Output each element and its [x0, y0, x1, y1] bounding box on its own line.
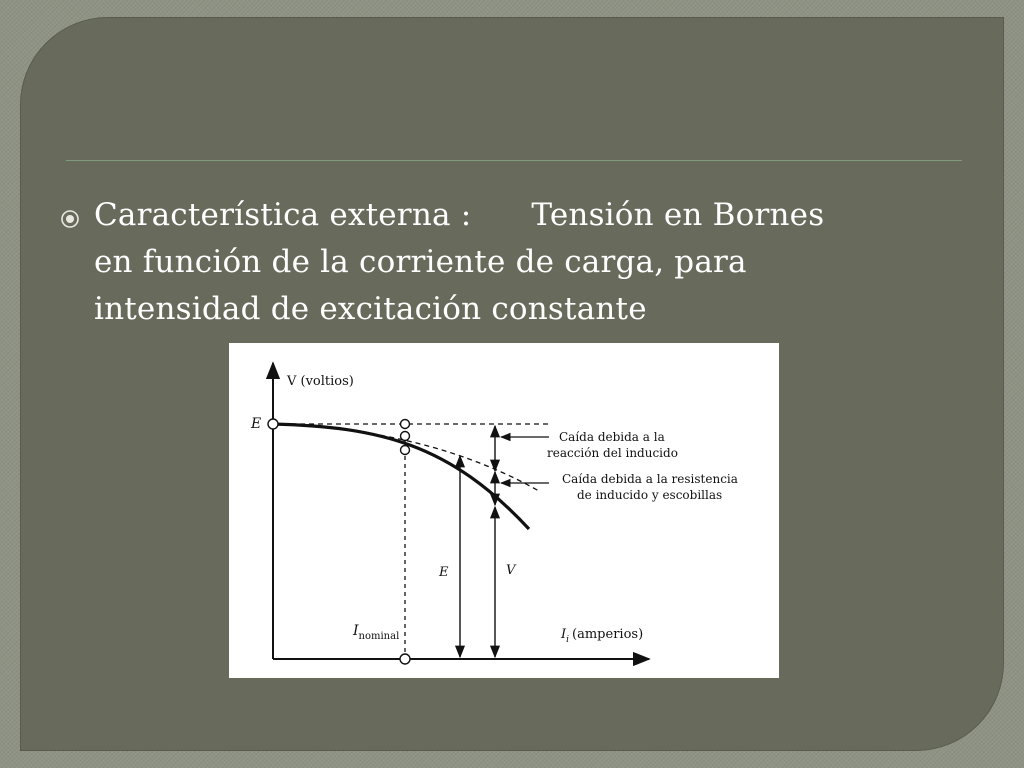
- bullet-heading-rest: Tensión en Bornes: [531, 197, 825, 233]
- e-arrow-label: E: [439, 565, 449, 580]
- nominal-point-top: [401, 420, 410, 429]
- circled-dot-icon: [59, 208, 81, 230]
- characteristic-diagram: [229, 343, 779, 678]
- title-divider: [66, 160, 962, 161]
- y-axis-label: V (voltios): [287, 374, 354, 389]
- origin-e-label: E: [251, 416, 262, 432]
- bullet-heading: Característica externa :: [94, 197, 472, 233]
- nominal-label: $I_{nominal}$: [353, 623, 400, 642]
- bullet-text: [94, 192, 954, 333]
- origin-point: [268, 419, 278, 429]
- nominal-point-mid: [401, 432, 410, 441]
- bullet-line-1: [94, 192, 954, 239]
- x-axis-label: $I_i$ (amperios): [561, 627, 644, 645]
- reaction-annotation-line1: Caída debida a la: [559, 430, 665, 444]
- nominal-point-axis: [400, 654, 410, 664]
- nominal-point-curve: [401, 446, 410, 455]
- bullet-line-3: intensidad de excitación constante: [94, 291, 647, 327]
- resistance-annotation-line2: de inducido y escobillas: [577, 488, 723, 502]
- resistance-annotation-line1: Caída debida a la resistencia: [562, 472, 738, 486]
- reaction-annotation-line2: reacción del inducido: [547, 446, 678, 460]
- bullet-line-2: en función de la corriente de carga, para: [94, 244, 747, 280]
- v-arrow-label: V: [506, 563, 516, 578]
